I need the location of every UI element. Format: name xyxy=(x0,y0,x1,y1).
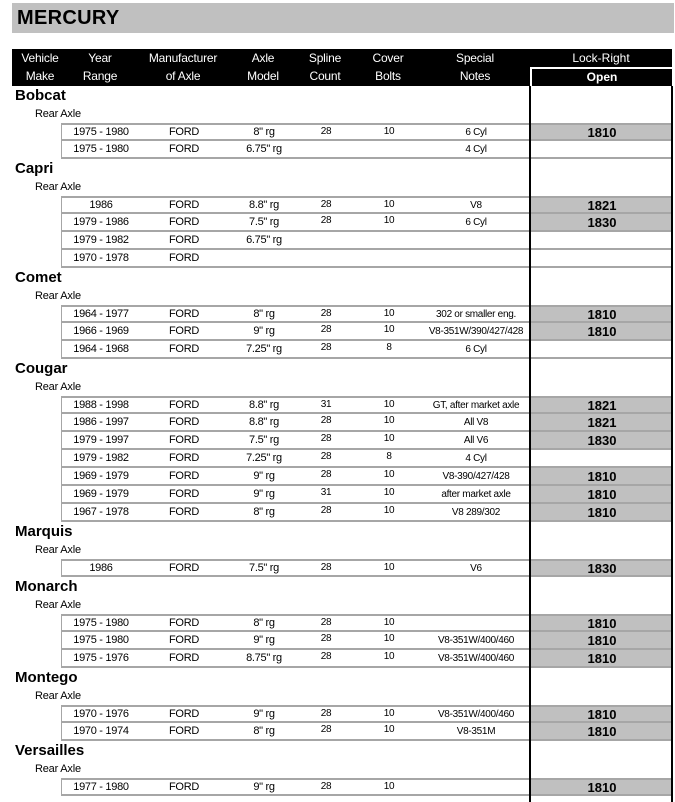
cover-bolts-cell: 10 xyxy=(383,199,395,210)
manufacturer-cell: FORD xyxy=(169,416,199,428)
vehicle-section xyxy=(0,668,675,741)
table-row xyxy=(61,141,672,159)
header-vehicle-make xyxy=(12,49,68,85)
year-range-cell: 1977 - 1980 xyxy=(73,781,129,793)
special-notes-cell: All V8 xyxy=(463,416,489,428)
special-notes-cell: 6 Cyl xyxy=(465,343,487,355)
special-notes-cell: V6 xyxy=(470,562,482,574)
year-range-cell: 1969 - 1979 xyxy=(73,488,129,500)
special-notes-cell: 4 Cyl xyxy=(465,143,487,155)
axle-model-cell: 8" rg xyxy=(253,126,275,138)
manufacturer-cell: FORD xyxy=(169,216,199,228)
lock-right-open-cell: 1810 xyxy=(531,723,673,739)
header-lock-right-title: Lock-Right xyxy=(572,51,630,65)
lock-right-open-cell: 1810 xyxy=(531,486,673,502)
lock-right-open-cell xyxy=(531,450,673,466)
lock-right-open-cell: 1810 xyxy=(531,323,673,339)
vehicle-section xyxy=(0,86,675,159)
cover-bolts-cell: 10 xyxy=(383,215,395,226)
year-range-cell: 1975 - 1980 xyxy=(73,143,129,155)
spline-count-cell: 28 xyxy=(320,433,332,444)
manufacturer-cell: FORD xyxy=(169,199,199,211)
vehicle-section xyxy=(0,159,675,268)
spline-count-cell: 28 xyxy=(320,708,332,719)
spline-count-cell xyxy=(306,141,346,157)
vehicle-make-heading: Marquis xyxy=(15,523,73,540)
header-label: Spline xyxy=(308,51,342,65)
special-notes-cell xyxy=(421,780,531,794)
special-notes-cell: V8-390/427/428 xyxy=(442,470,510,482)
spline-count-cell xyxy=(306,232,346,248)
table-row xyxy=(61,196,672,214)
axle-model-cell: 8.75" rg xyxy=(246,652,282,664)
header-year-range xyxy=(70,49,130,85)
table-row xyxy=(61,305,672,323)
table-row xyxy=(61,614,672,632)
cover-bolts-cell: 10 xyxy=(383,308,395,319)
axle-model-cell: 9" rg xyxy=(253,325,275,337)
year-range-cell: 1964 - 1977 xyxy=(73,308,129,320)
lock-right-open-cell: 1810 xyxy=(531,780,673,794)
lock-right-open-cell: 1810 xyxy=(531,707,673,721)
application-table xyxy=(0,86,675,796)
header-spline-count xyxy=(300,49,350,85)
axle-model-cell: 6.75" rg xyxy=(246,234,282,246)
header-label: Year xyxy=(88,51,112,65)
special-notes-cell: V8-351W/400/460 xyxy=(437,652,515,664)
vehicle-make-heading: Monarch xyxy=(15,578,78,595)
axle-position-label: Rear Axle xyxy=(35,690,81,702)
special-notes-cell: after market axle xyxy=(441,488,511,500)
cover-bolts-cell xyxy=(369,232,409,248)
special-notes-cell: V8 xyxy=(470,199,482,211)
header-manufacturer xyxy=(143,49,223,85)
axle-model-cell: 7.25" rg xyxy=(246,452,282,464)
spline-count-cell: 28 xyxy=(320,342,332,353)
cover-bolts-cell: 8 xyxy=(386,451,392,462)
spline-count-cell: 28 xyxy=(320,415,332,426)
table-row xyxy=(61,632,672,650)
table-row xyxy=(61,504,672,522)
header-label: Count xyxy=(309,69,341,83)
axle-model-cell: 8" rg xyxy=(253,617,275,629)
axle-model-cell: 8" rg xyxy=(253,506,275,518)
table-row xyxy=(61,323,672,341)
vehicle-section xyxy=(0,359,675,522)
table-row xyxy=(61,414,672,432)
manufacturer-cell: FORD xyxy=(169,143,199,155)
year-range-cell: 1969 - 1979 xyxy=(73,470,129,482)
header-label: Vehicle xyxy=(21,51,59,65)
cover-bolts-cell xyxy=(369,250,409,266)
header-label: Special xyxy=(456,51,494,65)
manufacturer-cell: FORD xyxy=(169,488,199,500)
cover-bolts-cell: 10 xyxy=(383,487,395,498)
axle-model-cell: 8.8" rg xyxy=(249,199,279,211)
axle-position-label: Rear Axle xyxy=(35,181,81,193)
manufacturer-cell: FORD xyxy=(169,343,199,355)
lock-right-open-cell: 1810 xyxy=(531,650,673,666)
special-notes-cell xyxy=(421,616,531,630)
special-notes-cell: GT, after market axle xyxy=(432,399,520,411)
axle-model-cell: 9" rg xyxy=(253,634,275,646)
manufacturer-cell: FORD xyxy=(169,708,199,720)
table-row xyxy=(61,123,672,141)
header-axle-model xyxy=(233,49,293,85)
manufacturer-cell: FORD xyxy=(169,126,199,138)
table-row xyxy=(61,650,672,668)
axle-model-cell: 6.75" rg xyxy=(246,143,282,155)
vehicle-section xyxy=(0,268,675,359)
spline-count-cell: 28 xyxy=(320,651,332,662)
lock-right-open-cell: 1810 xyxy=(531,468,673,484)
axle-position-label: Rear Axle xyxy=(35,381,81,393)
table-row xyxy=(61,214,672,232)
vehicle-make-heading: Comet xyxy=(15,269,62,286)
table-row xyxy=(61,468,672,486)
manufacturer-cell: FORD xyxy=(169,634,199,646)
axle-position-label: Rear Axle xyxy=(35,763,81,775)
lock-right-open-cell: 1821 xyxy=(531,198,673,212)
axle-model-cell: 9" rg xyxy=(253,488,275,500)
cover-bolts-cell: 10 xyxy=(383,781,395,792)
table-row xyxy=(61,396,672,414)
spline-count-cell: 28 xyxy=(320,308,332,319)
axle-position-label: Rear Axle xyxy=(35,108,81,120)
spline-count-cell: 31 xyxy=(320,399,332,410)
header-label: Bolts xyxy=(375,69,401,83)
cover-bolts-cell: 10 xyxy=(383,724,395,735)
special-notes-cell xyxy=(421,250,531,266)
year-range-cell: 1986 xyxy=(89,562,113,574)
spline-count-cell: 28 xyxy=(320,126,332,137)
cover-bolts-cell: 10 xyxy=(383,415,395,426)
special-notes-cell: 6 Cyl xyxy=(465,216,487,228)
year-range-cell: 1979 - 1986 xyxy=(73,216,129,228)
vehicle-section xyxy=(0,522,675,577)
axle-model-cell: 8" rg xyxy=(253,725,275,737)
year-range-cell: 1970 - 1974 xyxy=(73,725,129,737)
special-notes-cell: V8-351W/400/460 xyxy=(437,634,515,646)
year-range-cell: 1975 - 1980 xyxy=(73,126,129,138)
axle-position-label: Rear Axle xyxy=(35,544,81,556)
cover-bolts-cell: 10 xyxy=(383,708,395,719)
cover-bolts-cell xyxy=(369,141,409,157)
cover-bolts-cell: 10 xyxy=(383,469,395,480)
header-label: Notes xyxy=(459,69,491,83)
table-row xyxy=(61,559,672,577)
spline-count-cell: 28 xyxy=(320,633,332,644)
page-title: MERCURY xyxy=(17,7,120,29)
table-row xyxy=(61,486,672,504)
year-range-cell: 1979 - 1997 xyxy=(73,434,129,446)
spline-count-cell xyxy=(306,250,346,266)
year-range-cell: 1986 - 1997 xyxy=(73,416,129,428)
manufacturer-cell: FORD xyxy=(169,452,199,464)
manufacturer-cell: FORD xyxy=(169,617,199,629)
manufacturer-cell: FORD xyxy=(169,399,199,411)
special-notes-cell: 6 Cyl xyxy=(465,126,487,138)
year-range-cell: 1975 - 1980 xyxy=(73,617,129,629)
year-range-cell: 1979 - 1982 xyxy=(73,452,129,464)
lock-right-open-cell: 1821 xyxy=(531,398,673,412)
header-label: Range xyxy=(82,69,118,83)
spline-count-cell: 28 xyxy=(320,451,332,462)
spline-count-cell: 28 xyxy=(320,724,332,735)
axle-model-cell: 7.5" rg xyxy=(249,216,279,228)
lock-right-open-cell xyxy=(531,250,673,266)
spline-count-cell: 28 xyxy=(320,781,332,792)
year-range-cell: 1970 - 1976 xyxy=(73,708,129,720)
header-lock-right-open: Open xyxy=(530,67,672,86)
cover-bolts-cell: 10 xyxy=(383,433,395,444)
cover-bolts-cell: 10 xyxy=(383,126,395,137)
lock-right-open-cell: 1830 xyxy=(531,214,673,230)
manufacturer-cell: FORD xyxy=(169,506,199,518)
manufacturer-cell: FORD xyxy=(169,562,199,574)
header-label: Make xyxy=(25,69,55,83)
lock-right-open-cell: 1810 xyxy=(531,125,673,139)
spline-count-cell: 28 xyxy=(320,617,332,628)
lock-right-open-cell: 1830 xyxy=(531,432,673,448)
vehicle-make-heading: Bobcat xyxy=(15,87,66,104)
cover-bolts-cell: 10 xyxy=(383,633,395,644)
cover-bolts-cell: 10 xyxy=(383,651,395,662)
cover-bolts-cell: 8 xyxy=(386,342,392,353)
year-range-cell: 1967 - 1978 xyxy=(73,506,129,518)
table-row xyxy=(61,705,672,723)
special-notes-cell xyxy=(421,232,531,248)
spline-count-cell: 28 xyxy=(320,199,332,210)
lock-right-open-cell: 1810 xyxy=(531,504,673,520)
axle-model-cell: 9" rg xyxy=(253,470,275,482)
table-row xyxy=(61,341,672,359)
lock-right-open-cell xyxy=(531,141,673,157)
spline-count-cell: 28 xyxy=(320,215,332,226)
manufacturer-cell: FORD xyxy=(169,252,199,264)
axle-model-cell: 8" rg xyxy=(253,308,275,320)
special-notes-cell: 4 Cyl xyxy=(465,452,487,464)
special-notes-cell: 302 or smaller eng. xyxy=(436,308,516,320)
table-row xyxy=(61,250,672,268)
table-row xyxy=(61,432,672,450)
special-notes-cell: V8-351W/390/427/428 xyxy=(428,325,524,337)
special-notes-cell: All V6 xyxy=(463,434,489,446)
special-notes-cell: V8-351M xyxy=(456,725,496,737)
lock-right-open-cell: 1821 xyxy=(531,414,673,430)
lock-right-open-cell: 1810 xyxy=(531,616,673,630)
year-range-cell: 1979 - 1982 xyxy=(73,234,129,246)
axle-model-cell: 9" rg xyxy=(253,708,275,720)
vehicle-make-heading: Capri xyxy=(15,160,54,177)
header-cover-bolts xyxy=(363,49,413,85)
axle-model-cell: 8.8" rg xyxy=(249,399,279,411)
year-range-cell: 1986 xyxy=(89,199,113,211)
manufacturer-cell: FORD xyxy=(169,652,199,664)
title-bar xyxy=(12,3,674,33)
header-label: of Axle xyxy=(165,69,201,83)
manufacturer-cell: FORD xyxy=(169,234,199,246)
manufacturer-cell: FORD xyxy=(169,781,199,793)
manufacturer-cell: FORD xyxy=(169,470,199,482)
header-label: Axle xyxy=(251,51,275,65)
table-row xyxy=(61,778,672,796)
axle-model-cell: 7.5" rg xyxy=(249,434,279,446)
year-range-cell: 1988 - 1998 xyxy=(73,399,129,411)
lock-right-open-cell xyxy=(531,232,673,248)
header-label: Cover xyxy=(372,51,404,65)
spline-count-cell: 28 xyxy=(320,469,332,480)
axle-model-cell: 9" rg xyxy=(253,781,275,793)
header-label: Manufacturer xyxy=(148,51,218,65)
year-range-cell: 1964 - 1968 xyxy=(73,343,129,355)
vehicle-make-heading: Montego xyxy=(15,669,78,686)
axle-model-cell: 7.5" rg xyxy=(249,562,279,574)
cover-bolts-cell: 10 xyxy=(383,617,395,628)
header-lock-right xyxy=(530,49,672,86)
table-row xyxy=(61,723,672,741)
year-range-cell: 1966 - 1969 xyxy=(73,325,129,337)
axle-model-cell: 8.8" rg xyxy=(249,416,279,428)
cover-bolts-cell: 10 xyxy=(383,324,395,335)
special-notes-cell: V8 289/302 xyxy=(451,506,501,518)
spline-count-cell: 28 xyxy=(320,505,332,516)
spline-count-cell: 28 xyxy=(320,562,332,573)
year-range-cell: 1975 - 1980 xyxy=(73,634,129,646)
header-special-notes xyxy=(435,49,515,85)
vehicle-section xyxy=(0,577,675,668)
lock-right-open-cell xyxy=(531,341,673,357)
cover-bolts-cell: 10 xyxy=(383,505,395,516)
spline-count-cell: 31 xyxy=(320,487,332,498)
cover-bolts-cell: 10 xyxy=(383,562,395,573)
lock-right-open-cell: 1810 xyxy=(531,632,673,648)
spline-count-cell: 28 xyxy=(320,324,332,335)
cover-bolts-cell: 10 xyxy=(383,399,395,410)
lock-right-open-cell: 1810 xyxy=(531,307,673,321)
manufacturer-cell: FORD xyxy=(169,434,199,446)
year-range-cell: 1970 - 1978 xyxy=(73,252,129,264)
header-label: Model xyxy=(247,69,279,83)
axle-position-label: Rear Axle xyxy=(35,599,81,611)
table-header xyxy=(12,49,672,86)
table-row xyxy=(61,450,672,468)
manufacturer-cell: FORD xyxy=(169,308,199,320)
vehicle-section xyxy=(0,741,675,796)
manufacturer-cell: FORD xyxy=(169,725,199,737)
axle-position-label: Rear Axle xyxy=(35,290,81,302)
year-range-cell: 1975 - 1976 xyxy=(73,652,129,664)
lock-right-open-cell: 1830 xyxy=(531,561,673,575)
special-notes-cell: V8-351W/400/460 xyxy=(437,708,515,720)
vehicle-make-heading: Versailles xyxy=(15,742,85,759)
axle-model-cell xyxy=(229,250,299,266)
manufacturer-cell: FORD xyxy=(169,325,199,337)
axle-model-cell: 7.25" rg xyxy=(246,343,282,355)
vehicle-make-heading: Cougar xyxy=(15,360,68,377)
table-row xyxy=(61,232,672,250)
